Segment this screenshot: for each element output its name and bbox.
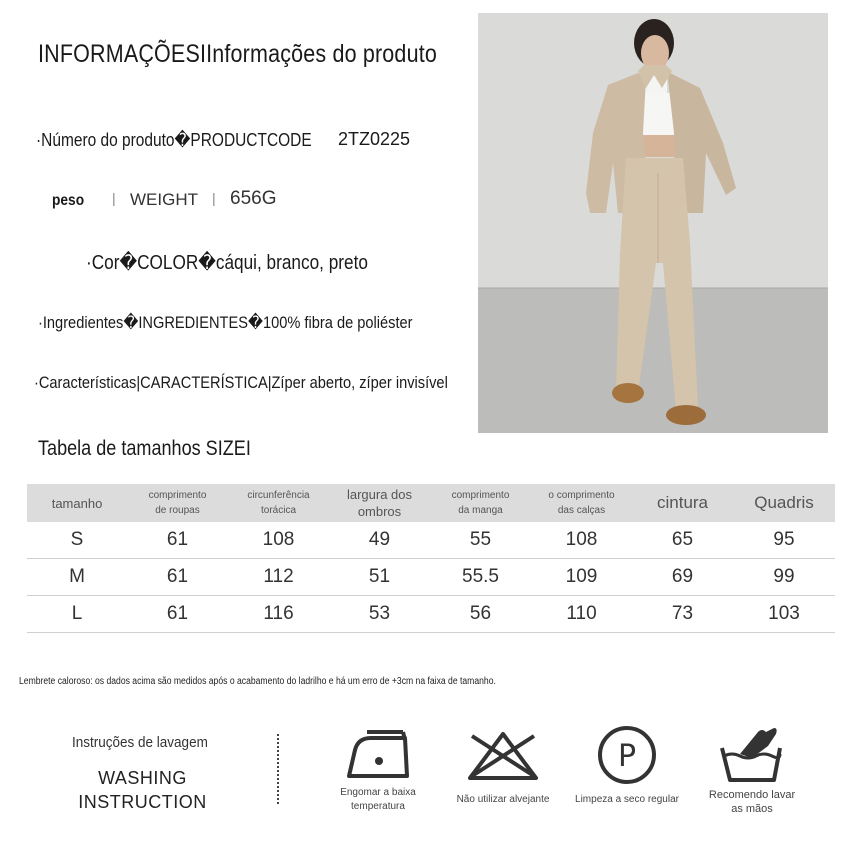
size-table bbox=[27, 484, 835, 633]
header-chest: circunferência torácica bbox=[228, 484, 329, 522]
color-line: ·Cor�COLOR�cáqui, branco, preto bbox=[86, 252, 368, 274]
weight-separator: | bbox=[212, 190, 216, 206]
hand-wash-icon bbox=[718, 724, 784, 784]
weight-value: 656G bbox=[230, 188, 277, 209]
table-cell: 51 bbox=[329, 559, 430, 596]
table-cell: 69 bbox=[632, 559, 733, 596]
washing-title-portuguese: Instruções de lavagem bbox=[72, 734, 208, 751]
table-cell: 53 bbox=[329, 596, 430, 633]
size-reminder-note: Lembrete caloroso: os dados acima são medidos após o acabamento do ladrilho e há um erro de +3cm na faixa de tamanho. bbox=[19, 676, 496, 687]
table-cell: M bbox=[27, 559, 127, 596]
header-shoulder-width: largura dos ombros bbox=[329, 484, 430, 522]
header-size: tamanho bbox=[27, 484, 127, 522]
product-photo bbox=[478, 13, 828, 433]
ingredients-line: ·Ingredientes�INGREDIENTES�100% fibra de poliéster bbox=[38, 313, 413, 332]
dry-clean-caption: Limpeza a seco regular bbox=[575, 794, 679, 805]
weight-label: peso bbox=[52, 192, 85, 209]
table-cell: 61 bbox=[127, 522, 228, 559]
hand-wash-caption: Recomendo lavar as mãos bbox=[708, 789, 796, 815]
header-sleeve-length: comprimento da manga bbox=[430, 484, 531, 522]
size-table-header-row bbox=[27, 484, 835, 522]
no-bleach-caption: Não utilizar alvejante bbox=[456, 794, 550, 805]
product-code-value: 2TZ0225 bbox=[338, 129, 411, 149]
table-cell: S bbox=[27, 522, 127, 559]
table-cell: 108 bbox=[228, 522, 329, 559]
table-cell: 109 bbox=[531, 559, 632, 596]
dry-clean-p-icon bbox=[596, 724, 658, 786]
header-waist: cintura bbox=[632, 484, 733, 522]
product-code-label: ·Número do produto�PRODUCTCODE bbox=[36, 130, 312, 150]
table-row bbox=[27, 596, 835, 633]
table-cell: 55 bbox=[430, 522, 531, 559]
table-cell: 65 bbox=[632, 522, 733, 559]
iron-caption: Engomar a baixa temperatura bbox=[340, 787, 416, 812]
divider bbox=[277, 734, 279, 804]
header-hips: Quadris bbox=[733, 484, 835, 522]
page-title: INFORMAÇÕESIInformações do produto bbox=[38, 40, 437, 68]
table-cell: 110 bbox=[531, 596, 632, 633]
table-row bbox=[27, 522, 835, 559]
washing-title-english: WASHING INSTRUCTION bbox=[78, 768, 207, 812]
table-cell: 112 bbox=[228, 559, 329, 596]
table-cell: L bbox=[27, 596, 127, 633]
table-cell: 55.5 bbox=[430, 559, 531, 596]
table-cell: 116 bbox=[228, 596, 329, 633]
table-cell: 61 bbox=[127, 559, 228, 596]
header-pants-length: o comprimento das calças bbox=[531, 484, 632, 522]
svg-text:P: P bbox=[617, 739, 637, 774]
model-illustration bbox=[478, 13, 828, 433]
weight-separator: | bbox=[112, 190, 116, 206]
features-line: ·Características|CARACTERÍSTICA|Zíper aberto, zíper invisível bbox=[34, 373, 448, 392]
table-cell: 108 bbox=[531, 522, 632, 559]
table-cell: 95 bbox=[733, 522, 835, 559]
table-cell: 73 bbox=[632, 596, 733, 633]
table-cell: 49 bbox=[329, 522, 430, 559]
table-cell: 56 bbox=[430, 596, 531, 633]
table-row bbox=[27, 559, 835, 596]
iron-low-temp-icon bbox=[345, 728, 411, 782]
table-cell: 99 bbox=[733, 559, 835, 596]
header-clothes-length: comprimento de roupas bbox=[127, 484, 228, 522]
table-cell: 103 bbox=[733, 596, 835, 633]
size-table-title: Tabela de tamanhos SIZEI bbox=[38, 437, 251, 460]
no-bleach-icon bbox=[466, 728, 540, 782]
table-cell: 61 bbox=[127, 596, 228, 633]
weight-english-label: WEIGHT bbox=[130, 190, 198, 209]
